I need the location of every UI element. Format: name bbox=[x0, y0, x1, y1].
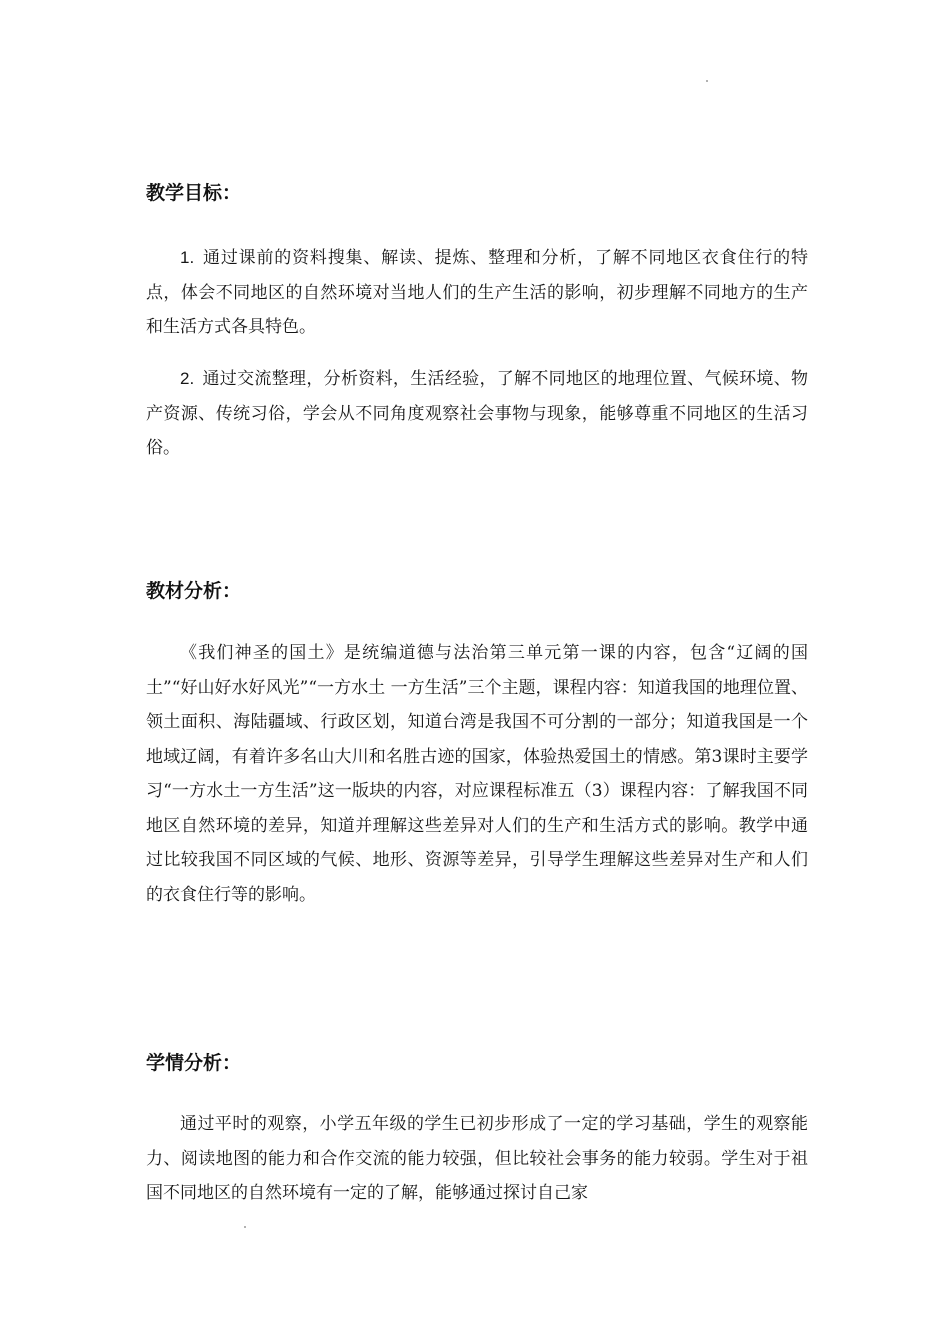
list-number: 1. bbox=[180, 248, 195, 267]
section-heading-material-analysis: 教材分析： bbox=[146, 580, 242, 602]
paragraph-text: 通过平时的观察，小学五年级的学生已初步形成了一定的学习基础，学生的观察能力、阅读地图的能力和合作交流的能力较强，但比较社会事务的能力较弱。学生对于祖国不同地区的自然环境有一定的了解，能够通过探讨自己家 bbox=[146, 1114, 808, 1203]
section-heading-teaching-goals: 教学目标： bbox=[146, 182, 242, 204]
student-analysis-paragraph bbox=[146, 1107, 808, 1211]
scan-mark-top bbox=[706, 80, 708, 82]
goal-paragraph-2 bbox=[146, 362, 808, 466]
goal-paragraph-1 bbox=[146, 241, 808, 345]
section-heading-student-analysis: 学情分析： bbox=[146, 1052, 242, 1074]
paragraph-text: 《我们神圣的国土》是统编道德与法治第三单元第一课的内容，包含“辽阔的国土”“好山好水好风光”“一方水土 一方生活”三个主题，课程内容：知道我国的地理位置、领土面积、海陆疆域、行政区划，知道台湾是我国不可分割的一部分；知道我国是一个地域辽阔，有着许多名山大川和名胜古迹的国家，体验热爱国土的情感。第3课时主要学习“一方水土一方生活”这一版块的内容，对应课程标准五（3）课程内容：了解我国不同地区自然环境的差异，知道并理解这些差异对人们的生产和生活方式的影响。教学中通过比较我国不同区域的气候、地形、资源等差异，引导学生理解这些差异对生产和人们的衣食住行等的影响。 bbox=[146, 643, 808, 905]
paragraph-text: 通过课前的资料搜集、解读、提炼、整理和分析，了解不同地区衣食住行的特点，体会不同地区的自然环境对当地人们的生产生活的影响，初步理解不同地方的生产和生活方式各具特色。 bbox=[146, 248, 808, 337]
scan-mark-bottom bbox=[244, 1226, 246, 1228]
list-number: 2. bbox=[180, 369, 195, 388]
material-analysis-paragraph bbox=[146, 636, 808, 912]
paragraph-text: 通过交流整理，分析资料，生活经验，了解不同地区的地理位置、气候环境、物产资源、传统习俗，学会从不同角度观察社会事物与现象，能够尊重不同地区的生活习俗。 bbox=[146, 369, 808, 458]
